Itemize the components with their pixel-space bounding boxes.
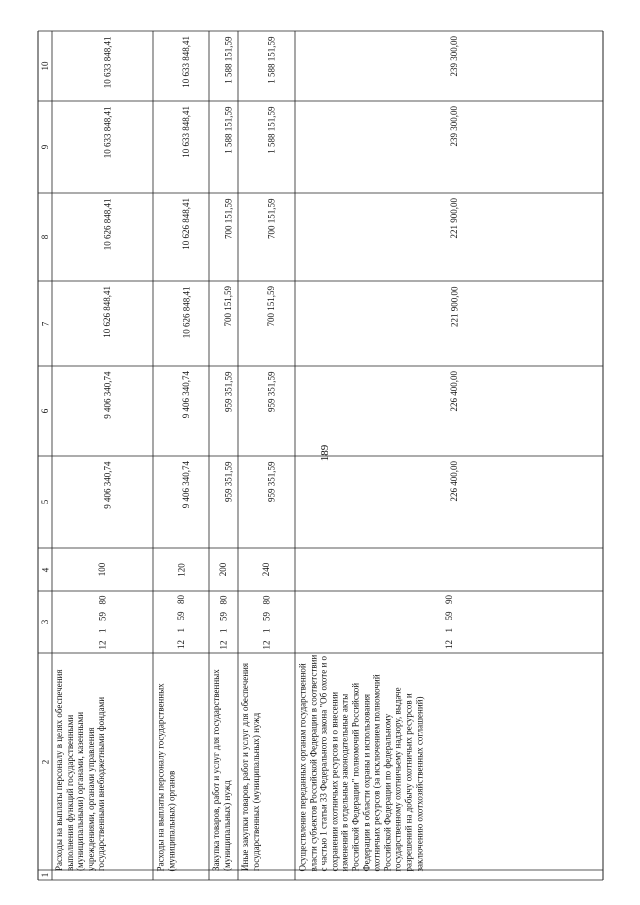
column-header: 10 xyxy=(39,61,50,71)
row-amount: 700 151,59 xyxy=(266,198,277,239)
code-part: 1 xyxy=(218,628,229,633)
row-amount: 10 626 848,41 xyxy=(180,198,191,250)
row-amount: 239 300,00 xyxy=(448,36,459,77)
code-part: 1 xyxy=(97,628,108,633)
row-code-parts xyxy=(261,591,272,653)
row-code xyxy=(153,591,209,653)
row-amount: 9 406 340,74 xyxy=(180,371,191,419)
column-header: 6 xyxy=(39,408,50,414)
row-amount: 10 626 848,41 xyxy=(102,286,113,338)
row-amount: 1 588 151,59 xyxy=(223,36,234,84)
row-amount: 226 400,00 xyxy=(448,371,459,412)
row-expense-kind: 200 xyxy=(218,562,229,577)
row-description: Расходы на выплаты персоналу в целях обеспечения выполнения функций государственными (муниципальными) органами, казенными учреждениями, органами управления государственными внебюджетными фондами xyxy=(54,669,107,871)
row-amount: 9 406 340,74 xyxy=(102,371,113,419)
code-part: 59 xyxy=(97,611,108,621)
column-header: 5 xyxy=(39,499,50,505)
row-amount: 9 406 340,74 xyxy=(102,461,113,509)
row-code xyxy=(209,591,238,653)
row-expense-kind: 100 xyxy=(97,562,108,577)
code-part: 1 xyxy=(175,628,186,633)
code-part: 59 xyxy=(443,611,454,621)
row-description: Расходы на выплаты персоналу государственных (муниципальных) органов xyxy=(155,682,176,871)
row-amount: 221 900,00 xyxy=(448,198,459,239)
row-amount: 226 400,00 xyxy=(448,461,459,502)
row-amount: 9 406 340,74 xyxy=(180,461,191,509)
column-header: 8 xyxy=(39,234,50,240)
code-part: 12 xyxy=(261,640,272,649)
row-code-parts xyxy=(176,591,187,653)
row-description: Осуществление переданных органам государственной власти субъектов Российской Федерации в соответствии с частью 1 статьи 33 Федерального закона "Об охоте и о сохранении охотничьих ресурсов и о внесении изменений в отдельные законодательные акты Российской Федерации" полномочий Российской Федерации в области охраны и использования охотничьих ресурсов (за исключением полномочий Российской Федерации по федеральному государственному охотничьему надзору, выдаче разрешений на добычу охотничьих ресурсов и заключению охотхозяйственных соглашений) xyxy=(297,654,424,871)
row-amount: 700 151,59 xyxy=(266,286,277,327)
code-part: 59 xyxy=(175,611,186,621)
row-amount: 10 633 848,41 xyxy=(180,106,191,158)
row-amount: 10 626 848,41 xyxy=(180,286,191,338)
code-part: 12 xyxy=(97,640,108,649)
row-amount: 959 351,59 xyxy=(266,371,277,412)
row-amount: 221 900,00 xyxy=(448,286,459,327)
row-amount: 10 626 848,41 xyxy=(102,198,113,250)
row-amount: 10 633 848,41 xyxy=(102,106,113,158)
row-description: Закупка товаров, работ и услуг для государственных (муниципальных) нужд xyxy=(211,669,232,871)
column-header: 9 xyxy=(39,144,50,150)
row-code-parts xyxy=(444,591,455,653)
code-part: 12 xyxy=(175,640,186,649)
page-number: 189 xyxy=(319,444,331,462)
code-part: 80 xyxy=(261,595,272,604)
row-expense-kind: 120 xyxy=(175,562,186,577)
column-header: 4 xyxy=(39,567,50,572)
row-expense-kind xyxy=(295,548,603,591)
column-header: 3 xyxy=(39,619,50,625)
code-part: 90 xyxy=(443,595,454,604)
row-amount: 10 633 848,41 xyxy=(102,36,113,88)
row-expense-kind: 240 xyxy=(261,562,272,577)
code-part: 1 xyxy=(261,628,272,633)
row-amount: 1 588 151,59 xyxy=(223,106,234,154)
row-code xyxy=(295,591,603,653)
code-part: 12 xyxy=(443,640,454,649)
column-header: 7 xyxy=(39,321,50,326)
row-amount: 700 151,59 xyxy=(223,198,234,239)
row-amount: 700 151,59 xyxy=(223,286,234,327)
code-part: 80 xyxy=(97,595,108,604)
code-part: 1 xyxy=(443,628,454,633)
row-amount: 959 351,59 xyxy=(266,461,277,502)
row-amount: 239 300,00 xyxy=(448,106,459,147)
column-header: 1 xyxy=(39,872,50,878)
row-code xyxy=(238,591,295,653)
row-amount: 959 351,59 xyxy=(223,461,234,502)
row-code-parts xyxy=(218,591,229,653)
code-part: 80 xyxy=(175,595,186,604)
code-part: 12 xyxy=(218,640,229,649)
row-amount: 1 588 151,59 xyxy=(266,36,277,84)
row-amount: 959 351,59 xyxy=(223,371,234,412)
code-part: 80 xyxy=(218,595,229,604)
row-amount: 10 633 848,41 xyxy=(180,36,191,88)
code-part: 59 xyxy=(261,611,272,621)
column-header: 2 xyxy=(39,759,50,764)
row-code xyxy=(52,591,153,653)
row-code-parts xyxy=(97,591,108,653)
row-amount: 1 588 151,59 xyxy=(266,106,277,154)
row-description: Иные закупки товаров, работ и услуг для обеспечения государственных (муниципальных) нужд xyxy=(240,663,261,871)
code-part: 59 xyxy=(218,611,229,621)
